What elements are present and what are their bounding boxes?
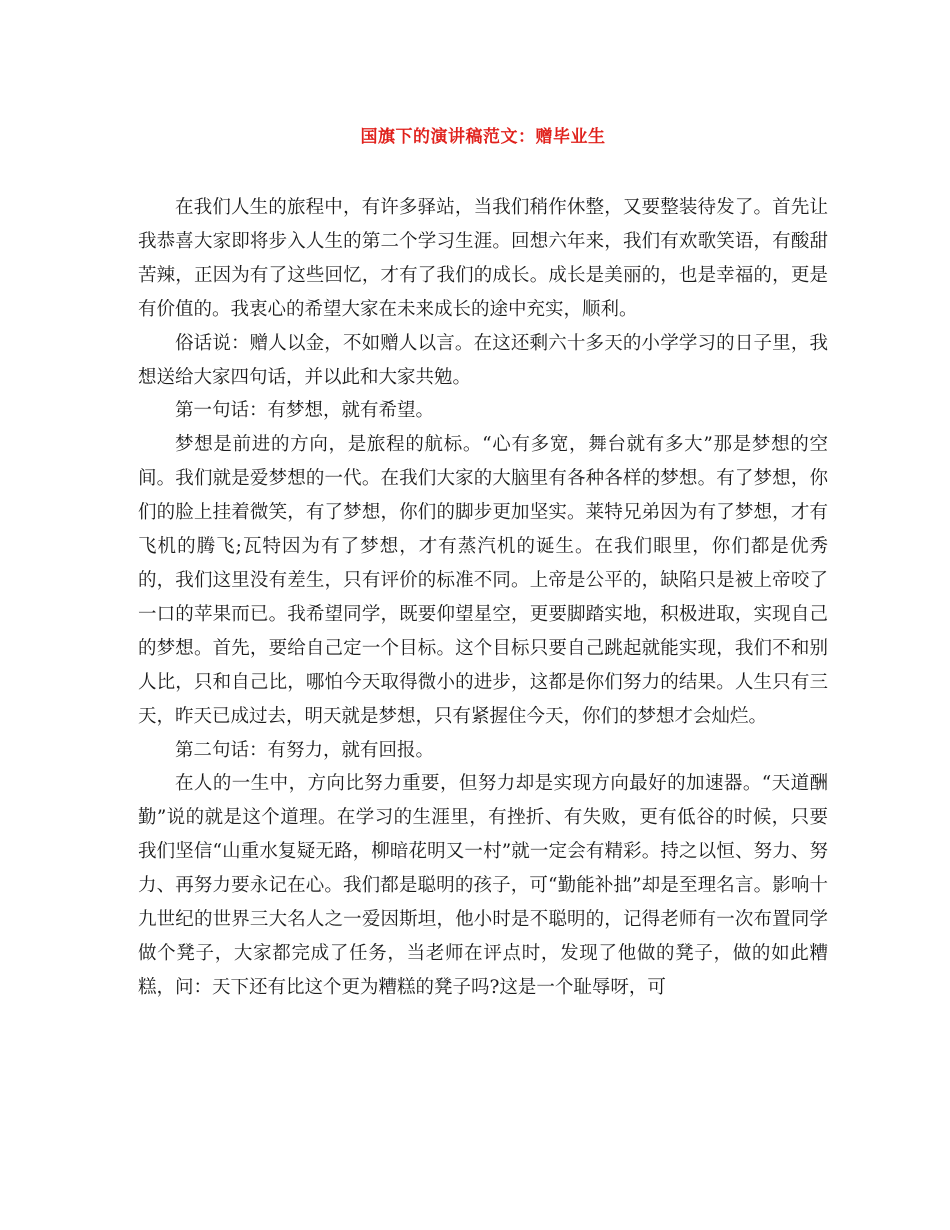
paragraph-intro: 在我们人生的旅程中，有许多驿站，当我们稍作休整，又要整装待发了。首先让我恭喜大家即将步入人生的第二个学习生涯。回想六年来，我们有欢歌笑语，有酸甜苦辣，正因为有了这些回忆，才有了我们的成长。成长是美丽的，也是幸福的，更是有价值的。我衷心的希望大家在未来成长的途中充实，顺利。 xyxy=(138,197,828,320)
paragraph-first-heading: 第一句话：有梦想，就有希望。 xyxy=(175,400,435,422)
document-title: 国旗下的演讲稿范文：赠毕业生 xyxy=(360,127,606,147)
paragraph-dreams: 梦想是前进的方向，是旅程的航标。“心有多宽，舞台就有多大”那是梦想的空间。我们就是爱梦想的一代。在我们大家的大脑里有各种各样的梦想。有了梦想，你们的脸上挂着微笑，有了梦想，你们的脚步更加坚实。莱特兄弟因为有了梦想，才有飞机的腾飞;瓦特因为有了梦想，才有蒸汽机的诞生。在我们眼里，你们都是优秀的，我们这里没有差生，只有评价的标准不同。上帝是公平的，缺陷只是被上帝咬了一口的苹果而已。我希望同学，既要仰望星空，更要脚踏实地，积极进取，实现自己的梦想。首先，要给自己定一个目标。这个目标只要自己跳起就能实现，我们不和别人比，只和自己比，哪怕今天取得微小的进步，这都是你们努力的结果。人生只有三天，昨天已成过去，明天就是梦想，只有紧握住今天，你们的梦想才会灿烂。 xyxy=(138,434,828,727)
paragraph-saying: 俗话说：赠人以金，不如赠人以言。在这还剩六十多天的小学学习的日子里，我想送给大家四句话，并以此和大家共勉。 xyxy=(138,332,828,388)
document-page xyxy=(138,126,828,1005)
paragraph-effort: 在人的一生中，方向比努力重要，但努力却是实现方向最好的加速器。“天道酬勤”说的就是这个道理。在学习的生涯里，有挫折、有失败，更有低谷的时候，只要我们坚信“山重水复疑无路，柳暗花明又一村”就一定会有精彩。持之以恒、努力、努力、再努力要永记在心。我们都是聪明的孩子，可“勤能补拙”却是至理名言。影响十九世纪的世界三大名人之一爱因斯坦，他小时是不聪明的，记得老师有一次布置同学做个凳子，大家都完成了任务，当老师在评点时，发现了他做的凳子，做的如此糟糕，问：天下还有比这个更为糟糕的凳子吗?这是一个耻辱呀，可 xyxy=(138,773,828,998)
paragraph-second-heading: 第二句话：有努力，就有回报。 xyxy=(175,739,435,761)
